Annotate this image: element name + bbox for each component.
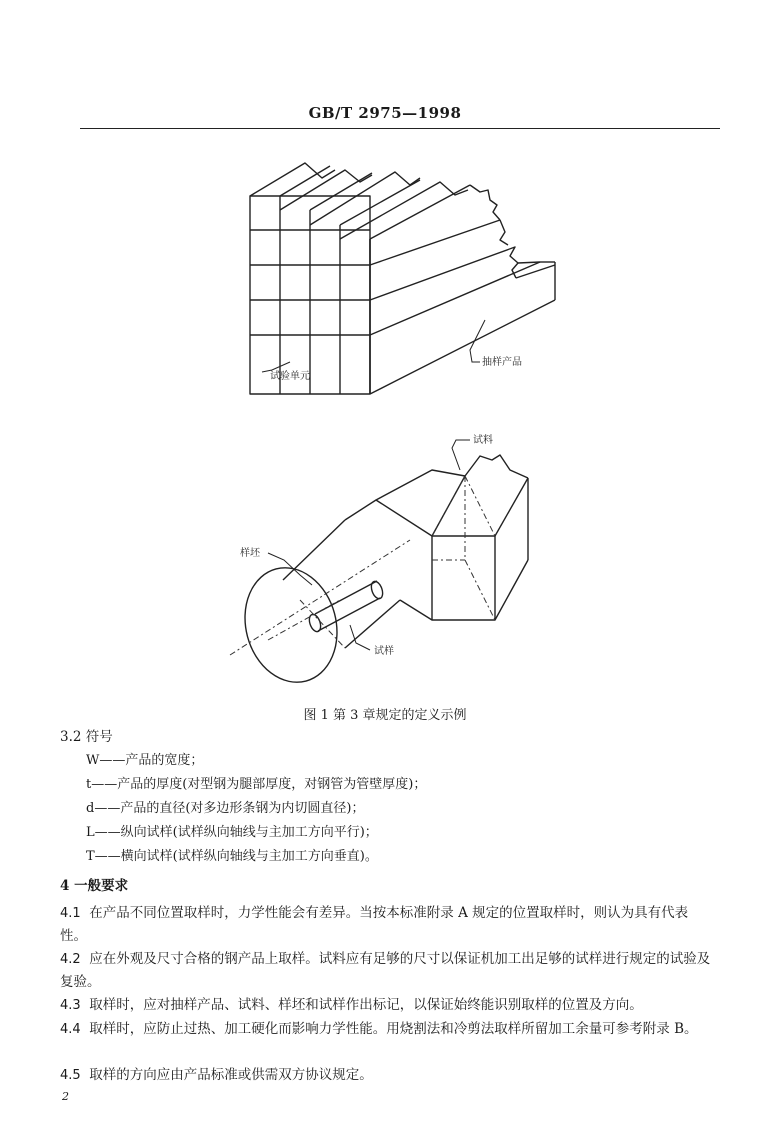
figure-caption: 图 1 第 3 章规定的定义示例 (303, 708, 467, 723)
paragraph-4-4: 4.4 取样时，应防止过热、加工硬化而影响力学性能。用烧割法和冷剪法取样所留加工余量可参考附录 B。 (60, 1021, 698, 1037)
page-header-title: GB/T 2975—1998 (308, 104, 462, 122)
label-blank: 样坯 (240, 548, 260, 559)
symbol-item: T——横向试样(试样纵向轴线与主加工方向垂直)。 (86, 849, 378, 864)
symbol-item: d——产品的直径(对多边形条钢为内切圆直径)； (86, 801, 365, 816)
label-sample-material: 试料 (473, 435, 493, 446)
paragraph-4-5: 4.5 取样的方向应由产品标准或供需双方协议规定。 (60, 1067, 373, 1083)
blank-hidden-lines (230, 476, 495, 655)
section-3-2-heading: 3.2 符号 (60, 729, 113, 745)
label-specimen: 试样 (374, 646, 394, 657)
paragraph-4-2: 4.2 应在外观及尺寸合格的钢产品上取样。试料应有足够的尺寸以保证机加工出足够的试样进行规定的试验及复验。 (60, 951, 711, 990)
label-sampling-product: 抽样产品 (482, 357, 522, 368)
blank-specimen-drawing (233, 455, 528, 693)
page-number: 2 (62, 1090, 69, 1103)
label-test-unit: 试验单元 (270, 371, 310, 382)
symbol-item: W——产品的宽度； (86, 753, 204, 768)
paragraph-4-3: 4.3 取样时，应对抽样产品、试料、样坯和试样作出标记，以保证始终能识别取样的位置及方向。 (60, 997, 643, 1013)
symbol-item: L——纵向试样(试样纵向轴线与主加工方向平行)； (86, 825, 378, 840)
symbol-item: t——产品的厚度(对型钢为腿部厚度，对钢管为管壁厚度)； (86, 777, 427, 792)
section-4-heading: 4 一般要求 (60, 878, 129, 894)
paragraph-4-1: 4.1 在产品不同位置取样时，力学性能会有差异。当按本标准附录 A 规定的位置取样时，则认为具有代表性。 (60, 905, 689, 944)
